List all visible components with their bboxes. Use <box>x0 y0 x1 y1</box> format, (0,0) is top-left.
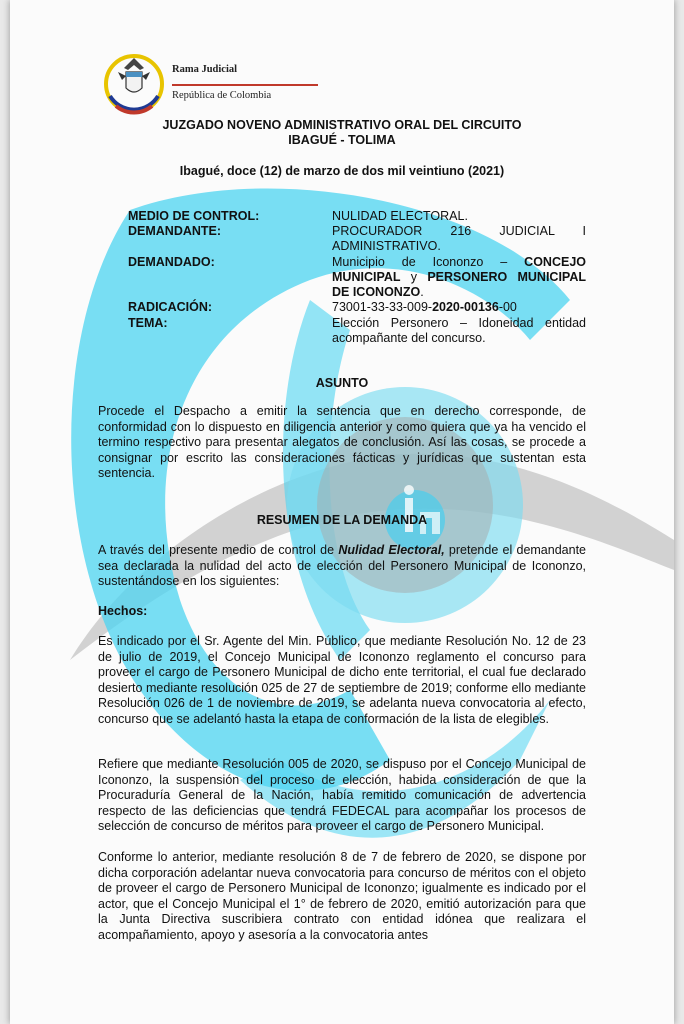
hechos-paragraph-3: Conforme lo anterior, mediante resolución 8 de 7 de febrero de 2020, se dispone por dicha corporación adelantar nueva convocatoria para concurso de méritos con el objeto de proveer el cargo de Personero Municipal de Icononzo; igualmente es indicado por el actor, que el Concejo Municipal el 1° de febrero de 2020, emitió autorización para que la Junta Directiva suscribiera contrato con entidad idónea que realizara el acompañamiento, apoyo y asesoría a la convocatoria antes <box>98 850 586 942</box>
brand-divider <box>172 84 318 86</box>
resumen-intro-before: A través del presente medio de control de <box>98 543 339 557</box>
demandado-suffix: . <box>420 285 424 299</box>
resumen-intro <box>98 543 586 590</box>
resumen-intro-emphasis: Nulidad Electoral, <box>338 543 445 557</box>
resumen-heading: RESUMEN DE LA DEMANDA <box>256 513 428 527</box>
document-date: Ibagué, doce (12) de marzo de dos mil veintiuno (2021) <box>179 164 505 178</box>
demandado-personero: PERSONERO MUNICIPAL DE ICONONZO <box>332 270 586 299</box>
resumen-intro-after: pretende el demandante sea declarada la nulidad del acto de elección del Personero Municipal de Icononzo, sustentándose en los siguientes: <box>98 543 586 588</box>
asunto-heading: ASUNTO <box>315 376 369 390</box>
demandado-label: DEMANDADO: <box>128 255 215 269</box>
document-page <box>10 0 674 1024</box>
coat-of-arms-logo <box>102 48 166 116</box>
brand-republica: República de Colombia <box>172 90 272 101</box>
hechos-heading: Hechos: <box>98 604 148 618</box>
demandado-value <box>332 255 586 300</box>
brand-rama-judicial: Rama Judicial <box>172 64 238 75</box>
radicacion-label: RADICACIÓN: <box>128 300 213 314</box>
medio-value: NULIDAD ELECTORAL. <box>332 209 468 223</box>
demandado-mid: y <box>400 270 428 284</box>
radicacion-suffix: -00 <box>498 300 517 314</box>
court-location: IBAGUÉ - TOLIMA <box>288 133 396 147</box>
tema-value: Elección Personero – Idoneidad entidad acompañante del concurso. <box>332 316 586 345</box>
hechos-paragraph-2: Refiere que mediante Resolución 005 de 2020, se dispuso por el Concejo Municipal de Icononzo, la suspensión del proceso de elección, habida consideración de que la Procuraduría General de la Nación, había remitido comunicación de advertencia respecto de las deficiencias que tendrá FEDECAL para acompañar los procesos de selección de concurso de méritos para proveer el cargo de Personero Municipal. <box>98 757 586 833</box>
demandante-value: PROCURADOR 216 JUDICIAL I ADMINISTRATIVO. <box>332 224 586 253</box>
radicacion-value <box>332 300 586 315</box>
court-name: JUZGADO NOVENO ADMINISTRATIVO ORAL DEL CIRCUITO <box>162 118 522 132</box>
demandado-prefix: Municipio de Icononzo – <box>332 255 525 269</box>
radicacion-prefix: 73001-33-33-009- <box>332 300 433 314</box>
asunto-paragraph: Procede el Despacho a emitir la sentencia que en derecho corresponde, de conformidad con lo dispuesto en diligencia anterior y como quiera que ya ha vencido el termino respectivo para presentar alegatos de conclusión. Así las cosas, se procede a consignar por escrito las consideraciones fácticas y jurídicas que sustentan esta sentencia. <box>98 404 586 480</box>
demandante-label: DEMANDANTE: <box>128 224 222 238</box>
radicacion-number: 2020-00136 <box>432 300 499 314</box>
tema-label: TEMA: <box>128 316 168 330</box>
medio-label: MEDIO DE CONTROL: <box>128 209 260 223</box>
demandado-concejo: CONCEJO MUNICIPAL <box>332 255 586 284</box>
hechos-paragraph-1: Es indicado por el Sr. Agente del Min. Público, que mediante Resolución No. 12 de 23 de julio de 2019, el Concejo Municipal de Icononzo reglamento el concurso para proveer el cargo de Personero Municipal de dicho ente territorial, el cual fue declarado desierto mediante resolución 025 de 27 de septiembre de 2019; conforme ello mediante Resolución 026 de 1 de noviembre de 2019, se adelanta nueva convocatoria al efecto, concurso que se adelantó hasta la etapa de conformación de la lista de elegibles. <box>98 634 586 726</box>
